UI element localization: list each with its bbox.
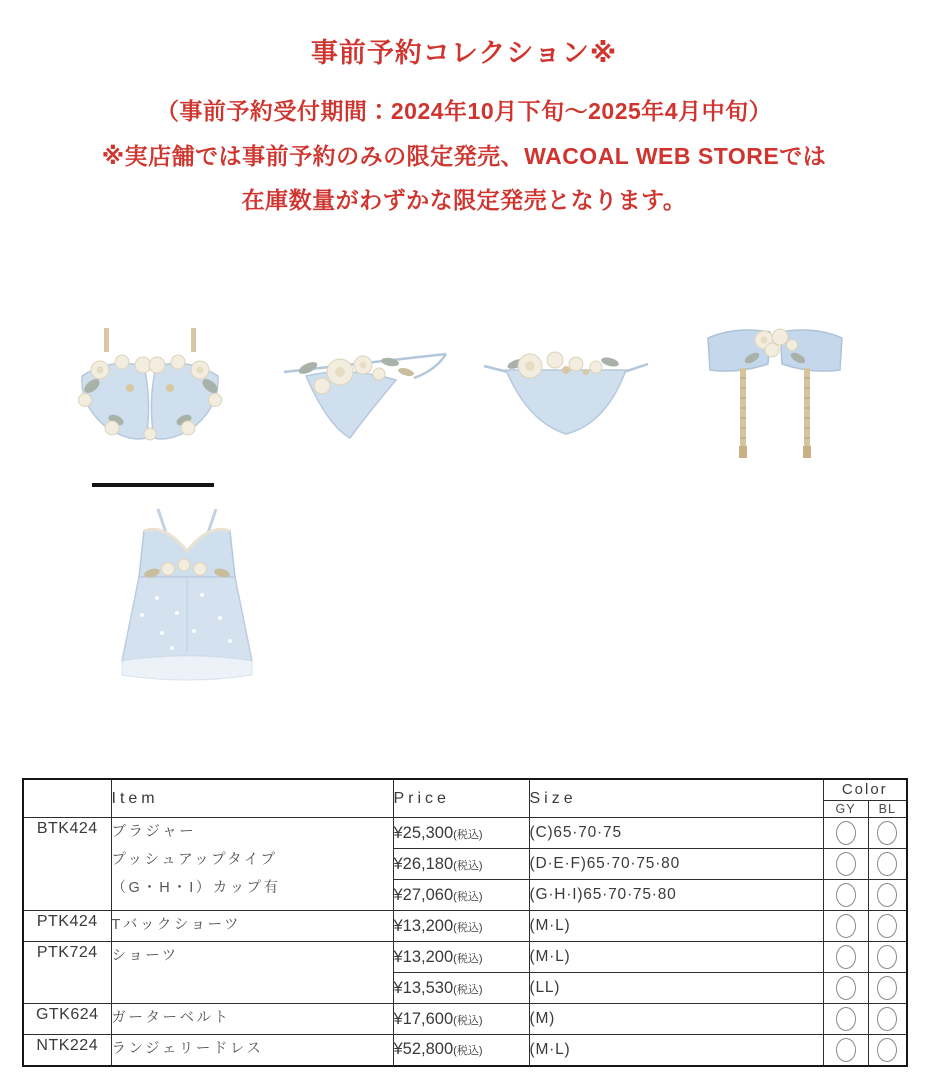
product-code: NTK224 xyxy=(23,1035,111,1066)
size-cell: (LL) xyxy=(529,973,823,1004)
table-row xyxy=(23,818,907,849)
product-code: GTK624 xyxy=(23,1004,111,1035)
color-option-circle xyxy=(836,883,856,907)
size-cell: (G·H·I)65·70·75·80 xyxy=(529,880,823,911)
tback-shorts-illustration xyxy=(278,338,453,448)
page-title: 事前予約コレクション※ xyxy=(310,38,618,68)
color-option-circle xyxy=(877,821,897,845)
size-cell: (M·L) xyxy=(529,911,823,942)
color-cell-bl xyxy=(868,942,907,973)
color-cell-gy xyxy=(823,880,868,911)
color-option-circle xyxy=(836,914,856,938)
color-cell-gy xyxy=(823,911,868,942)
color-cell-bl xyxy=(868,1004,907,1035)
color-option-circle xyxy=(836,976,856,1000)
shorts-illustration xyxy=(478,336,653,446)
product-item: ガーターベルト xyxy=(111,1004,393,1035)
color-option-circle xyxy=(836,852,856,876)
spec-table-container xyxy=(22,778,908,1067)
size-cell: (C)65·70·75 xyxy=(529,818,823,849)
color-cell-bl xyxy=(868,1035,907,1066)
color-option-circle xyxy=(877,914,897,938)
header-price: Price xyxy=(393,779,529,818)
color-option-circle xyxy=(877,883,897,907)
size-cell: (M·L) xyxy=(529,1035,823,1066)
color-option-circle xyxy=(836,821,856,845)
garter-belt-illustration xyxy=(700,318,850,468)
size-cell: (M·L) xyxy=(529,942,823,973)
color-option-circle xyxy=(877,1007,897,1031)
price-cell: ¥25,300(税込) xyxy=(393,818,529,849)
selected-product-underline xyxy=(92,483,214,487)
color-cell-gy xyxy=(823,849,868,880)
color-option-circle xyxy=(877,976,897,1000)
color-option-circle xyxy=(877,945,897,969)
product-spec-table xyxy=(22,778,908,1067)
product-code: PTK724 xyxy=(23,942,111,1004)
size-cell: (M) xyxy=(529,1004,823,1035)
color-cell-gy xyxy=(823,973,868,1004)
price-cell: ¥27,060(税込) xyxy=(393,880,529,911)
color-cell-gy xyxy=(823,1004,868,1035)
color-cell-bl xyxy=(868,880,907,911)
price-cell: ¥52,800(税込) xyxy=(393,1035,529,1066)
header-color-gy: GY xyxy=(823,800,868,817)
header-color-bl: BL xyxy=(868,800,907,817)
color-option-circle xyxy=(836,945,856,969)
color-cell-bl xyxy=(868,911,907,942)
header-item: Item xyxy=(111,779,393,818)
product-code: PTK424 xyxy=(23,911,111,942)
color-option-circle xyxy=(877,1038,897,1062)
lingerie-dress-illustration xyxy=(102,503,272,688)
color-cell-gy xyxy=(823,1035,868,1066)
color-cell-bl xyxy=(868,849,907,880)
note-line-1: ※実店舗では事前予約のみの限定発売、WACOAL WEB STOREでは xyxy=(101,143,827,169)
price-cell: ¥26,180(税込) xyxy=(393,849,529,880)
reservation-period-line: （事前予約受付期間：2024年10月下旬～2025年4月中旬） xyxy=(155,98,773,124)
price-cell: ¥13,200(税込) xyxy=(393,911,529,942)
header-size: Size xyxy=(529,779,823,818)
table-row xyxy=(23,1035,907,1066)
product-item: ブラジャー プッシュアップタイプ （G・H・I）カップ有 xyxy=(111,818,393,911)
product-item: ランジェリードレス xyxy=(111,1035,393,1066)
color-option-circle xyxy=(877,852,897,876)
color-option-circle xyxy=(836,1007,856,1031)
color-cell-bl xyxy=(868,818,907,849)
color-cell-gy xyxy=(823,818,868,849)
product-item: ショーツ xyxy=(111,942,393,1004)
price-cell: ¥13,200(税込) xyxy=(393,942,529,973)
note-line-2: 在庫数量がわずかな限定発売となります。 xyxy=(241,187,687,213)
product-item: Tバックショーツ xyxy=(111,911,393,942)
color-option-circle xyxy=(836,1038,856,1062)
table-row xyxy=(23,1004,907,1035)
header-color: Color xyxy=(823,779,907,800)
color-cell-gy xyxy=(823,942,868,973)
bra-illustration xyxy=(70,328,230,463)
table-row xyxy=(23,942,907,973)
price-cell: ¥17,600(税込) xyxy=(393,1004,529,1035)
table-row xyxy=(23,911,907,942)
color-cell-bl xyxy=(868,973,907,1004)
header-code-blank xyxy=(23,779,111,818)
size-cell: (D·E·F)65·70·75·80 xyxy=(529,849,823,880)
product-code: BTK424 xyxy=(23,818,111,911)
price-cell: ¥13,530(税込) xyxy=(393,973,529,1004)
